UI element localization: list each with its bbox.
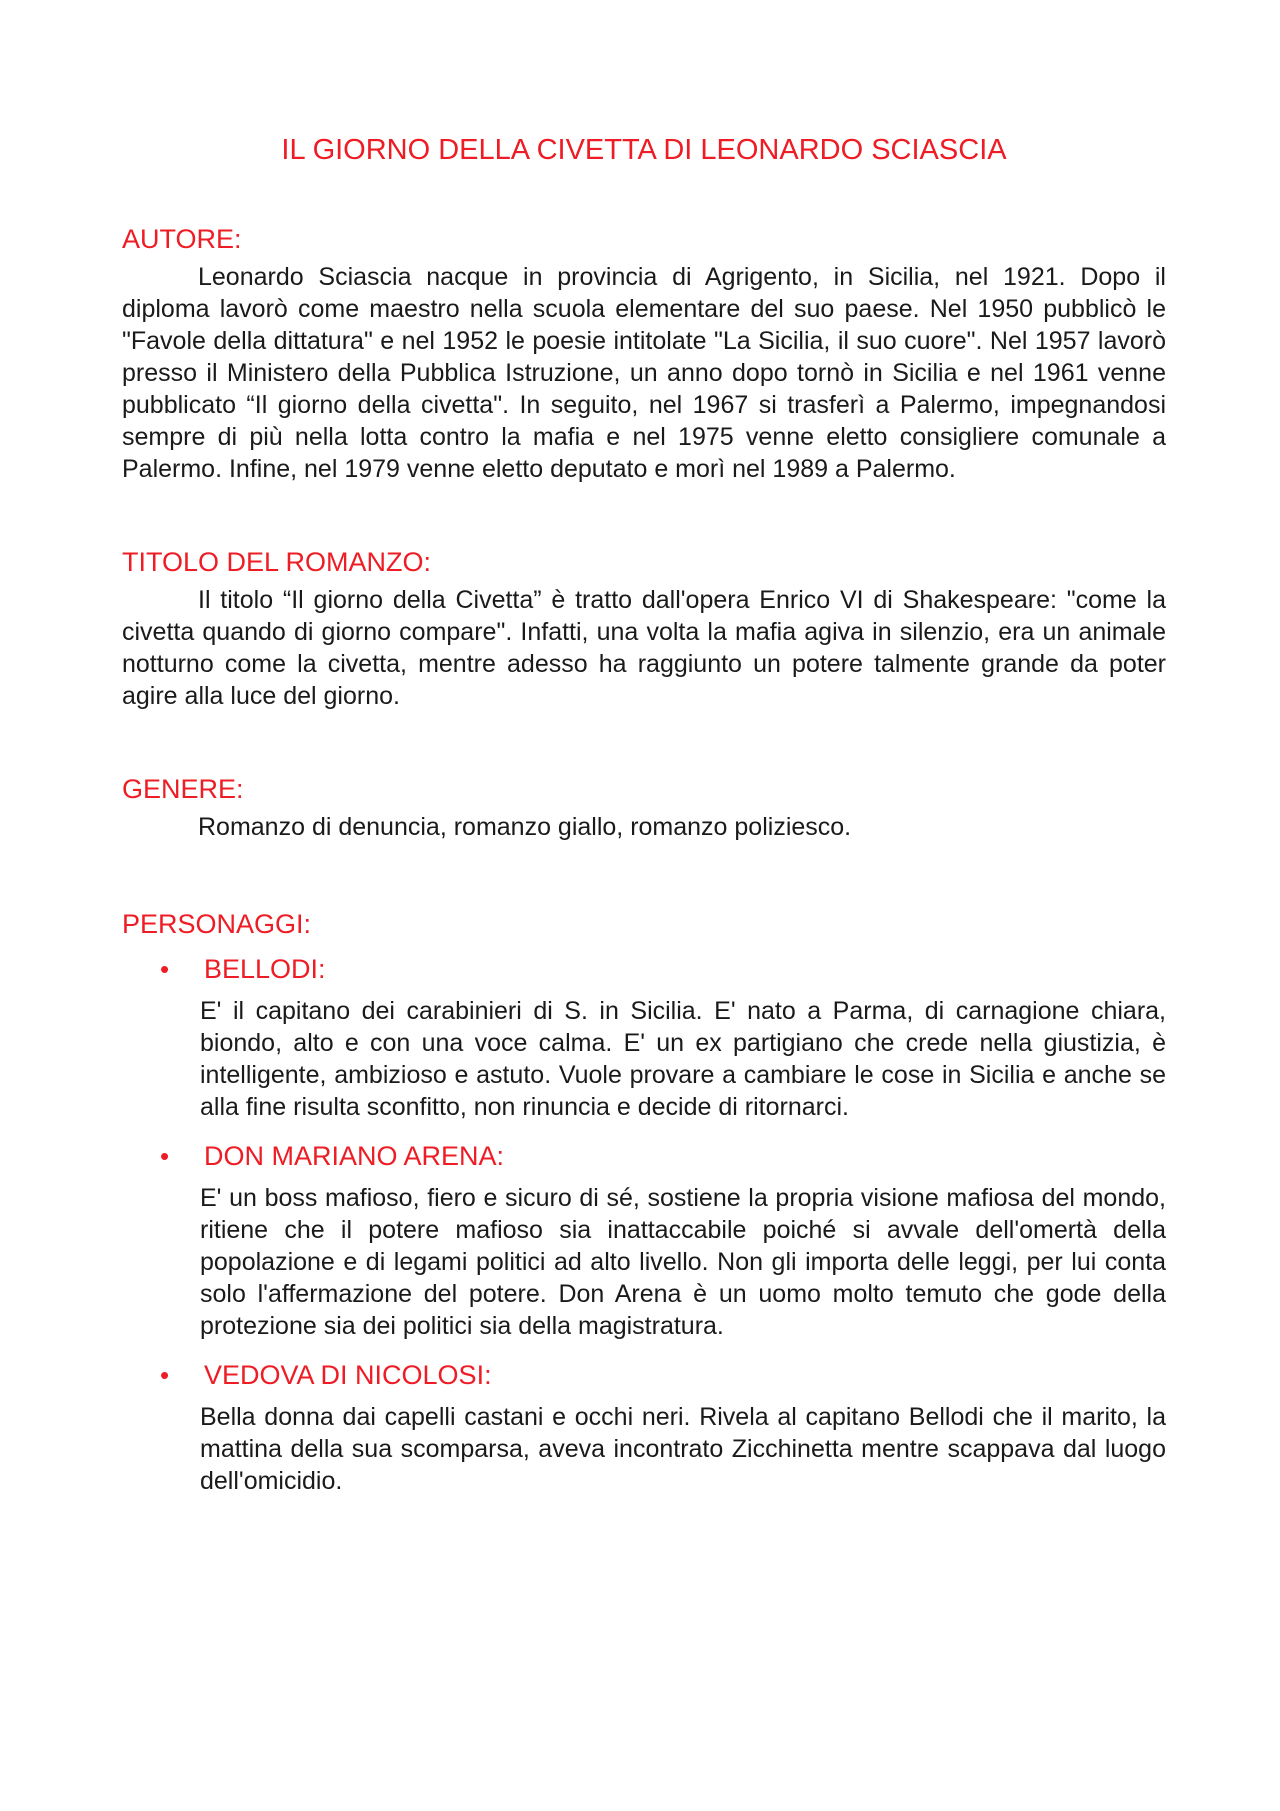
section-titolo <box>122 547 1166 712</box>
bullet-icon: • <box>160 1141 170 1171</box>
section-heading-titolo: TITOLO DEL ROMANZO: <box>122 547 432 577</box>
section-autore <box>122 224 1166 485</box>
character-name: DON MARIANO ARENA: <box>204 1141 505 1171</box>
character-name: VEDOVA DI NICOLOSI: <box>204 1360 492 1390</box>
paragraph-titolo: Il titolo “Il giorno della Civetta” è tratto dall'opera Enrico VI di Shakespeare: "come la civetta quando di giorno compare". Infatti, una volta la mafia agiva in silenzio, era un animale notturno come la civetta, mentre adesso ha raggiunto un potere talmente grande da poter agire alla luce del giorno. <box>122 586 1166 710</box>
character-heading <box>122 1141 1166 1172</box>
character-list <box>122 954 1166 1497</box>
character-description: Bella donna dai capelli castani e occhi neri. Rivela al capitano Bellodi che il marito, la mattina della sua scomparsa, aveva incontrato Zicchinetta mentre scappava dal luogo dell'omicidio. <box>200 1403 1166 1495</box>
character-heading <box>122 954 1166 985</box>
section-heading-genere: GENERE: <box>122 774 244 804</box>
document-title: IL GIORNO DELLA CIVETTA DI LEONARDO SCIASCIA <box>281 134 1007 166</box>
character-heading <box>122 1360 1166 1391</box>
paragraph-autore: Leonardo Sciascia nacque in provincia di Agrigento, in Sicilia, nel 1921. Dopo il diploma lavorò come maestro nella scuola elementare del suo paese. Nel 1950 pubblicò le "Favole della dittatura" e nel 1952 le poesie intitolate "La Sicilia, il suo cuore". Nel 1957 lavorò presso il Ministero della Pubblica Istruzione, un anno dopo tornò in Sicilia e nel 1961 venne pubblicato “Il giorno della civetta". In seguito, nel 1967 si trasferì a Palermo, impegnandosi sempre di più nella lotta contro la mafia e nel 1975 venne eletto consigliere comunale a Palermo. Infine, nel 1979 venne eletto deputato e morì nel 1989 a Palermo. <box>122 263 1166 483</box>
list-item <box>122 1141 1166 1342</box>
paragraph-genere: Romanzo di denuncia, romanzo giallo, romanzo poliziesco. <box>198 813 852 841</box>
character-description: E' un boss mafioso, fiero e sicuro di sé, sostiene la propria visione mafiosa del mondo, ritiene che il potere mafioso sia inattaccabile poiché si avvale dell'omertà della popolazione e di legami politici ad alto livello. Non gli importa delle leggi, per lui conta solo l'affermazione del potere. Don Arena è un uomo molto temuto che gode della protezione sia dei politici sia della magistratura. <box>200 1184 1166 1340</box>
bullet-icon: • <box>160 954 170 984</box>
section-heading-autore: AUTORE: <box>122 224 242 254</box>
character-description: E' il capitano dei carabinieri di S. in Sicilia. E' nato a Parma, di carnagione chiara, biondo, alto e con una voce calma. E' un ex partigiano che crede nella giustizia, è intelligente, ambizioso e astuto. Vuole provare a cambiare le cose in Sicilia e anche se alla fine risulta sconfitto, non rinuncia e decide di ritornarci. <box>200 997 1166 1121</box>
character-name: BELLODI: <box>204 954 326 984</box>
section-heading-personaggi: PERSONAGGI: <box>122 909 312 939</box>
section-genere <box>122 774 1166 843</box>
section-personaggi <box>122 909 1166 1497</box>
bullet-icon: • <box>160 1360 170 1390</box>
list-item <box>122 954 1166 1123</box>
list-item <box>122 1360 1166 1497</box>
